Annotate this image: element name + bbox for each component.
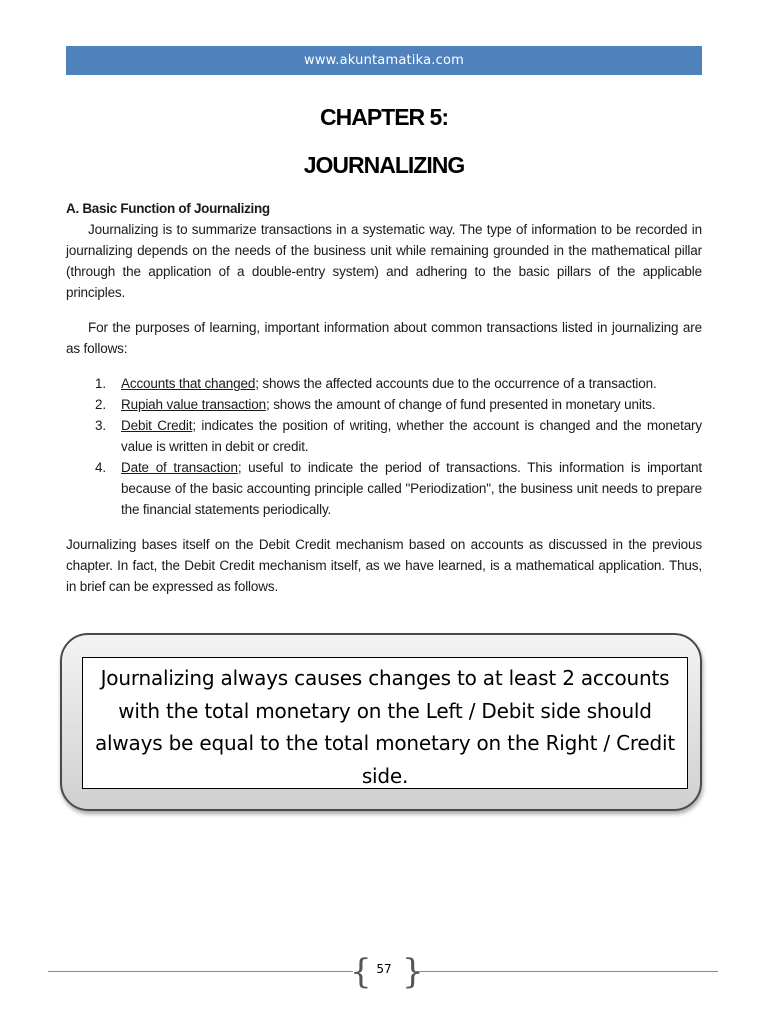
list-item — [66, 415, 702, 457]
list-item-term: Date of transaction — [121, 460, 238, 475]
list-item-term: Rupiah value transaction — [121, 397, 266, 412]
list-item-number: 4. — [95, 460, 106, 475]
purpose-paragraph: For the purposes of learning, important information about common transactions listed in journalizing are as follows: — [66, 320, 702, 356]
footer-divider-right — [416, 971, 718, 972]
list-item — [66, 373, 702, 394]
list-item-term: Accounts that changed — [121, 376, 256, 391]
website-header-bar — [66, 46, 702, 75]
left-brace-ornament: { — [350, 952, 372, 992]
right-brace-ornament: } — [402, 952, 424, 992]
list-item-number: 2. — [95, 397, 106, 412]
footer-divider-left — [48, 971, 353, 972]
list-item-description: ; shows the affected accounts due to the occurrence of a transaction. — [255, 376, 657, 391]
callout-box — [82, 657, 688, 789]
list-item — [66, 457, 702, 520]
transaction-info-list — [66, 373, 702, 520]
list-item — [66, 394, 702, 415]
chapter-number-title: CHAPTER 5: — [319, 104, 448, 130]
chapter-name-title: JOURNALIZING — [303, 152, 465, 178]
mechanism-paragraph: Journalizing bases itself on the Debit Credit mechanism based on accounts as discussed in the previous chapter. In fact, the Debit Credit mechanism itself, as we have learned, is a mathematical application. Thus, in brief can be expressed as follows. — [66, 537, 702, 594]
list-item-term: Debit Credit — [121, 418, 193, 433]
page-number: 57 — [376, 962, 392, 976]
section-heading: A. Basic Function of Journalizing — [66, 201, 270, 216]
callout-text: Journalizing always causes changes to at least 2 accounts with the total monetary on the Left / Debit side should always be equal to the total monetary on the Right / Credit side. — [94, 666, 676, 788]
list-item-number: 1. — [95, 376, 106, 391]
list-item-description: ; useful to indicate the period of transactions. This information is important because of the basic accounting principle called "Periodization", the business unit needs to prepare the financial statements periodically. — [121, 460, 702, 517]
list-item-description: ; indicates the position of writing, whether the account is changed and the monetary value is written in debit or credit. — [121, 418, 702, 454]
intro-paragraph: Journalizing is to summarize transactions in a systematic way. The type of information to be recorded in journalizing depends on the needs of the business unit while remaining grounded in the mathematical pillar (through the application of a double-entry system) and adhering to the basic pillars of the applicable principles. — [66, 222, 702, 300]
list-item-number: 3. — [95, 418, 106, 433]
website-url: www.akuntamatika.com — [304, 53, 464, 68]
list-item-description: ; shows the amount of change of fund presented in monetary units. — [266, 397, 656, 412]
